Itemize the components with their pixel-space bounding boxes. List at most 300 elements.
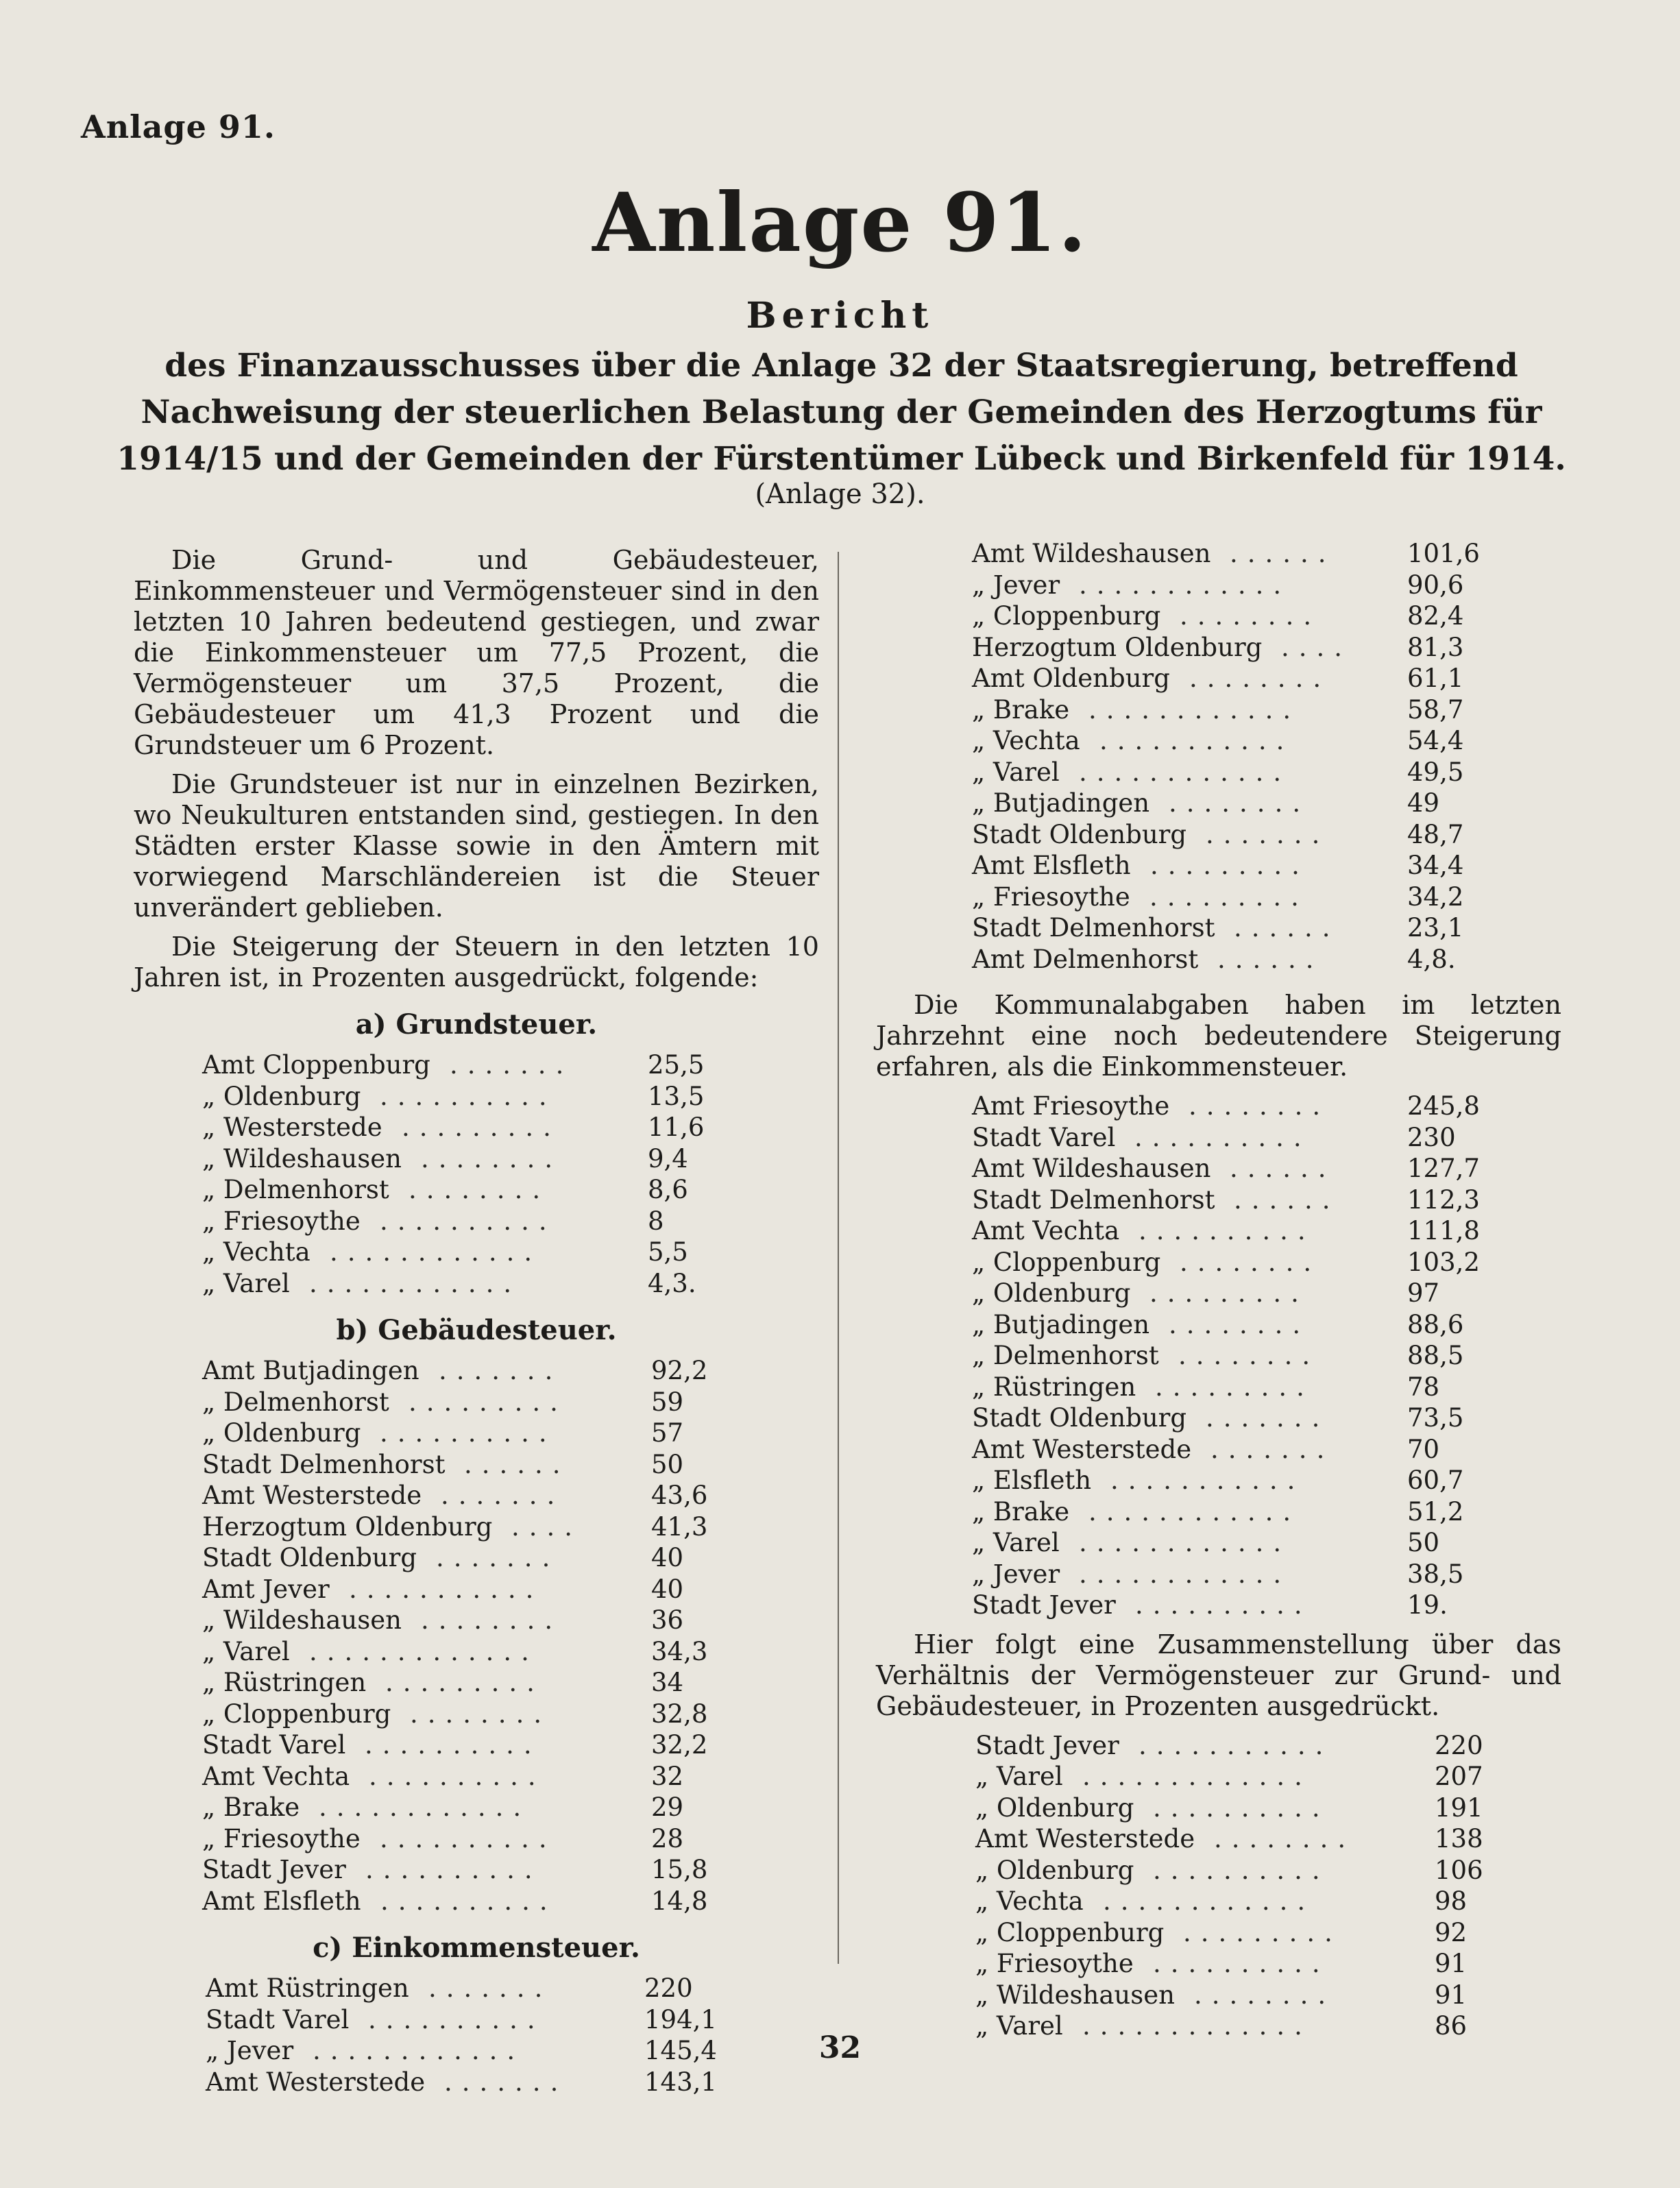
left-column [134,545,819,2098]
leader-dots: ........... [349,1574,544,1604]
entry-label: Amt Cloppenburg [202,1050,430,1080]
leader-dots: ....... [444,2067,568,2097]
entry-value: 220 [644,1973,693,2003]
leader-dots: .......... [1153,1855,1330,1885]
entry-label: „ Cloppenburg [975,1917,1165,1947]
entry-value: 98 [1435,1886,1468,1916]
entry-value: 92,2 [651,1356,708,1385]
leader-dots: .......... [1153,1949,1330,1978]
list-item [134,1355,819,1387]
list-item [876,1730,1561,1762]
entry-value: 59 [651,1387,684,1417]
entry-label: „ Varel [972,1528,1060,1557]
entry-label: „ Jever [972,570,1060,600]
entry-value: 28 [651,1823,684,1853]
leader-dots: ........ [1180,601,1322,631]
document-description: des Finanzausschusses über die Anlage 32 der Staatsregierung, betreffend Nachweisung der steuerlichen Belastung der Gemeinden des Herzogtums für 1914/15 und der Gemeinden der Fürstentümer Lübeck und Birkenfeld für 1914. [117,347,1566,478]
entry-label: „ Delmenhorst [202,1387,389,1417]
entry-value: 50 [1407,1528,1440,1557]
list-item [134,1574,819,1605]
entry-label: Stadt Varel [206,2004,350,2034]
document-reference: (Anlage 32). [755,478,925,510]
entry-value: 245,8 [1407,1091,1480,1121]
list-item [134,1973,819,2004]
leader-dots: ....... [436,1543,560,1572]
entry-value: 34,4 [1407,851,1464,880]
leader-dots: .......... [1134,1122,1311,1152]
leader-dots: ............. [309,1636,539,1666]
list-item [134,1268,819,1300]
entry-value: 103,2 [1407,1247,1480,1277]
entry-label: Amt Butjadingen [202,1356,419,1385]
entry-value: 38,5 [1407,1559,1464,1589]
list-item [876,600,1561,632]
entry-label: „ Vechta [975,1886,1084,1916]
entry-label: Amt Oldenburg [972,664,1170,693]
leader-dots: ........ [409,1175,550,1204]
list-item [876,1434,1561,1466]
list-item [134,1854,819,1886]
list-item [876,912,1561,944]
leader-dots: ........ [421,1605,563,1635]
list-item [876,1948,1561,1980]
entry-label: Stadt Varel [972,1122,1116,1152]
list-item [876,819,1561,851]
list-item [876,1792,1561,1824]
leader-dots: ............. [1082,1762,1312,1791]
list-item [876,944,1561,975]
entry-value: 60,7 [1407,1466,1464,1495]
leader-dots: ........ [1194,1980,1336,2010]
list-item [876,538,1561,570]
leader-dots: ............ [1079,1559,1291,1589]
leader-dots: ........... [1110,1466,1305,1495]
list-item [134,1636,819,1668]
page-number: 32 [818,2030,862,2065]
list-item [134,1511,819,1543]
entry-value: 82,4 [1407,601,1464,631]
list-item [876,757,1561,788]
entry-value: 90,6 [1407,570,1464,600]
entry-label: „ Brake [972,694,1070,725]
entry-value: 91 [1435,1980,1468,2010]
leader-dots: ............ [313,2036,525,2065]
leader-dots: ............ [1088,694,1301,725]
entry-label: Amt Friesoythe [972,1091,1170,1121]
entry-value: 101,6 [1407,539,1480,568]
entry-value: 58,7 [1407,694,1464,725]
list-item [134,1761,819,1792]
entry-label: Amt Delmenhorst [972,944,1199,974]
list-item [876,694,1561,726]
grundsteuer-list [134,1049,819,1299]
entry-label: Amt Jever [202,1574,330,1604]
leader-dots: ............ [319,1792,531,1822]
leader-dots: ....... [1206,819,1330,849]
entry-label: „ Jever [206,2036,294,2065]
entry-value: 48,7 [1407,819,1464,849]
entry-value: 112,3 [1407,1184,1480,1215]
list-item [876,1091,1561,1122]
entry-value: 145,4 [644,2036,717,2065]
leader-dots: .......... [365,1730,541,1760]
list-item [876,1215,1561,1247]
right-column [876,538,1561,2042]
leader-dots: ........ [1180,1247,1322,1277]
list-item [876,1823,1561,1855]
list-item [134,1081,819,1113]
entry-label: „ Oldenburg [202,1081,361,1111]
leader-dots: ...... [464,1449,570,1479]
grundsteuer-heading: a) Grundsteuer. [355,1008,598,1041]
leader-dots: .......... [369,1761,546,1791]
entry-label: „ Oldenburg [202,1418,361,1448]
list-item [876,1855,1561,1886]
list-item [876,1590,1561,1621]
leader-dots: ......... [1155,1372,1314,1402]
entry-value: 36 [651,1605,684,1635]
entry-label: Amt Elsfleth [202,1886,361,1916]
vermoegen-list [876,1730,1561,2042]
entry-label: „ Westerstede [202,1113,382,1142]
list-item [876,1278,1561,1309]
entry-label: Stadt Delmenhorst [972,913,1215,943]
entry-value: 49,5 [1407,757,1464,787]
entry-value: 111,8 [1407,1216,1480,1245]
leader-dots: ......... [1150,851,1309,880]
steigerung-paragraph: Die Steigerung der Steuern in den letzten 10 Jahren ist, in Prozenten ausgedrückt, folgende: [134,932,819,993]
entry-label: „ Delmenhorst [202,1175,389,1204]
grundsteuer-paragraph: Die Grundsteuer ist nur in einzelnen Bezirken, wo Neukulturen entstanden sind, gestiegen. In den Städten erster Klasse sowie in den Ämtern mit vorwiegend Marschländereien ist die Steuer unverändert geblieben. [134,769,819,923]
list-item [876,663,1561,694]
intro-paragraph: Die Grund- und Gebäudesteuer, Einkommensteuer und Vermögensteuer sind in den letzten 10 Jahren bedeutend gestiegen, und zwar die Einkommensteuer um 77,5 Prozent, die Vermögensteuer um 37,5 Prozent, die Gebäudesteuer um 41,3 Prozent und die Grundsteuer um 6 Prozent. [134,545,819,760]
leader-dots: ....... [439,1356,563,1385]
leader-dots: ....... [428,1973,552,2003]
leader-dots: ........ [1169,788,1311,818]
entry-value: 32 [651,1761,684,1791]
list-item [134,1605,819,1636]
list-item [876,788,1561,819]
entry-value: 54,4 [1407,726,1464,755]
entry-value: 97 [1407,1278,1440,1308]
list-item [876,1122,1561,1154]
entry-label: „ Friesoythe [202,1206,361,1236]
entry-value: 49 [1407,788,1440,818]
list-item [876,1184,1561,1216]
document-subtitle: Bericht [746,295,934,337]
list-item [876,1559,1561,1590]
list-item [876,1886,1561,1917]
list-item [876,725,1561,757]
list-item [876,632,1561,664]
entry-label: Stadt Jever [202,1855,346,1884]
gebaeudesteuer-list [134,1355,819,1917]
entry-value: 61,1 [1407,664,1464,693]
leader-dots: ......... [402,1113,561,1142]
entry-label: „ Butjadingen [972,788,1150,818]
leader-dots: ............ [1103,1886,1315,1916]
leader-dots: .... [1281,632,1352,662]
leader-dots: ............ [1079,1528,1291,1557]
leader-dots: .......... [368,2004,545,2034]
entry-value: 8 [648,1206,664,1236]
vermoegen-paragraph: Hier folgt eine Zusammenstellung über das Verhältnis der Vermögensteuer zur Grund- und Gebäudesteuer, in Prozenten ausgedrückt. [876,1629,1561,1721]
entry-label: „ Varel [975,2011,1063,2041]
entry-label: „ Oldenburg [975,1792,1134,1823]
entry-label: Amt Rüstringen [206,1973,409,2003]
leader-dots: ......... [1149,1278,1308,1308]
entry-value: 34,3 [651,1636,708,1666]
entry-value: 88,5 [1407,1341,1464,1370]
entry-value: 19. [1407,1590,1448,1620]
entry-label: „ Wildeshausen [202,1143,402,1174]
list-item [876,1465,1561,1496]
list-item [134,1699,819,1730]
list-item [876,1980,1561,2011]
list-item [134,1418,819,1449]
leader-dots: .......... [380,1206,557,1236]
leader-dots: ............ [1079,757,1291,787]
document-title: Anlage 91. [592,175,1088,270]
leader-dots: ........ [1169,1309,1311,1339]
list-item [134,1387,819,1418]
leader-dots: ............ [1079,570,1291,600]
list-item [876,1917,1561,1949]
entry-value: 127,7 [1407,1154,1480,1183]
list-item [876,1761,1561,1792]
entry-value: 57 [651,1418,684,1448]
entry-value: 143,1 [644,2067,717,2097]
list-item [134,1143,819,1175]
list-item [134,1823,819,1855]
entry-value: 73,5 [1407,1403,1464,1433]
leader-dots: ......... [385,1668,544,1697]
entry-label: „ Brake [972,1496,1070,1527]
list-item [876,1496,1561,1528]
list-item [134,1174,819,1206]
entry-value: 40 [651,1543,684,1572]
entry-label: Amt Vechta [972,1216,1120,1245]
entry-label: Stadt Jever [972,1590,1116,1620]
leader-dots: .... [511,1511,583,1542]
entry-value: 40 [651,1574,684,1604]
entry-value: 81,3 [1407,632,1464,662]
leader-dots: ......... [1183,1917,1342,1947]
leader-dots: .......... [380,1418,557,1448]
entry-value: 78 [1407,1372,1440,1402]
entry-value: 15,8 [651,1855,708,1884]
entry-value: 29 [651,1792,684,1822]
leader-dots: ........ [410,1699,552,1729]
entry-label: Stadt Oldenburg [202,1543,417,1572]
list-item [134,1480,819,1511]
leader-dots: ........ [1189,664,1331,693]
list-item [134,1449,819,1481]
entry-label: „ Wildeshausen [202,1605,402,1635]
entry-value: 230 [1407,1122,1456,1152]
running-head: Anlage 91. [81,108,276,145]
entry-label: Stadt Oldenburg [972,1403,1187,1433]
list-item [134,1792,819,1823]
list-item [876,1153,1561,1184]
leader-dots: ............ [1088,1496,1301,1527]
entry-label: „ Cloppenburg [972,601,1161,631]
entry-value: 41,3 [651,1511,708,1542]
list-item [134,1112,819,1143]
leader-dots: ...... [1230,1154,1336,1183]
list-item [134,1886,819,1917]
entry-label: „ Friesoythe [975,1949,1134,1978]
leader-dots: ............. [1082,2011,1312,2041]
entry-label: „ Rüstringen [202,1668,367,1697]
entry-label: Herzogtum Oldenburg [202,1511,493,1542]
list-item [134,1237,819,1268]
entry-label: „ Vechta [202,1237,311,1267]
leader-dots: ......... [409,1387,568,1417]
leader-dots: ....... [441,1481,565,1510]
list-item [134,1049,819,1081]
einkommensteuer-cont-list [876,538,1561,975]
gebaeudesteuer-heading: b) Gebäudesteuer. [336,1314,617,1346]
entry-value: 25,5 [648,1050,705,1080]
entry-label: „ Friesoythe [202,1823,361,1853]
entry-value: 207 [1435,1762,1483,1791]
list-item [876,1372,1561,1403]
entry-label: „ Wildeshausen [975,1980,1175,2010]
entry-label: „ Brake [202,1792,300,1822]
entry-label: „ Friesoythe [972,882,1130,912]
leader-dots: .......... [1135,1590,1312,1620]
leader-dots: ...... [1234,913,1340,943]
entry-value: 13,5 [648,1081,705,1111]
leader-dots: ...... [1230,539,1336,568]
entry-value: 92 [1435,1917,1468,1947]
leader-dots: ...... [1217,944,1324,974]
entry-label: „ Varel [202,1268,290,1298]
list-item [876,1247,1561,1278]
entry-value: 32,8 [651,1699,708,1729]
entry-label: „ Cloppenburg [972,1247,1161,1277]
entry-value: 8,6 [648,1175,688,1204]
leader-dots: ........ [1178,1341,1320,1370]
entry-value: 91 [1435,1949,1468,1978]
leader-dots: ....... [1206,1403,1330,1433]
entry-label: Amt Westerstede [206,2067,426,2097]
leader-dots: .......... [380,1886,557,1916]
entry-value: 194,1 [644,2004,717,2034]
leader-dots: ....... [450,1050,574,1080]
entry-value: 106 [1435,1855,1483,1885]
einkommensteuer-heading: c) Einkommensteuer. [313,1932,640,1964]
entry-value: 9,4 [648,1143,688,1174]
entry-value: 220 [1435,1730,1483,1760]
entry-value: 23,1 [1407,913,1464,943]
entry-label: Amt Westerstede [975,1824,1195,1853]
entry-value: 11,6 [648,1113,705,1142]
entry-value: 4,8. [1407,944,1456,974]
entry-label: „ Rüstringen [972,1372,1136,1402]
list-item [134,2067,819,2098]
entry-label: „ Butjadingen [972,1309,1150,1339]
entry-label: „ Varel [975,1762,1063,1791]
leader-dots: ........ [1214,1824,1356,1853]
entry-value: 5,5 [648,1237,688,1267]
entry-label: Stadt Delmenhorst [202,1449,446,1479]
leader-dots: .......... [365,1855,542,1884]
entry-label: Herzogtum Oldenburg [972,632,1263,662]
leader-dots: .......... [1153,1792,1330,1823]
leader-dots: ........ [421,1143,563,1174]
entry-label: Stadt Delmenhorst [972,1184,1215,1215]
entry-label: „ Delmenhorst [972,1341,1159,1370]
list-item [876,1340,1561,1372]
entry-value: 51,2 [1407,1496,1464,1527]
entry-label: „ Oldenburg [975,1855,1134,1885]
list-item [876,1527,1561,1559]
entry-value: 50 [651,1449,684,1479]
kommunal-paragraph: Die Kommunalabgaben haben im letzten Jahrzehnt eine noch bedeutendere Steigerung erfahren, als die Einkommensteuer. [876,990,1561,1082]
list-item [876,850,1561,882]
list-item [134,1206,819,1237]
entry-label: Amt Westerstede [972,1434,1192,1464]
leader-dots: .......... [1139,1216,1315,1245]
leader-dots: ...... [1234,1184,1340,1215]
entry-label: Stadt Jever [975,1730,1119,1760]
entry-label: „ Elsfleth [972,1466,1092,1495]
leader-dots: .......... [380,1081,557,1111]
entry-label: „ Varel [202,1636,290,1666]
entry-label: Stadt Oldenburg [972,819,1187,849]
entry-value: 43,6 [651,1481,708,1510]
entry-value: 191 [1435,1792,1483,1823]
entry-value: 14,8 [651,1886,708,1916]
entry-value: 4,3. [648,1268,696,1298]
leader-dots: ............ [330,1237,542,1267]
entry-label: Amt Elsfleth [972,851,1131,880]
entry-label: „ Varel [972,757,1060,787]
entry-value: 34 [651,1668,684,1697]
entry-value: 70 [1407,1434,1440,1464]
leader-dots: ........... [1099,726,1294,755]
entry-value: 86 [1435,2011,1468,2041]
entry-label: Stadt Varel [202,1730,346,1760]
list-item [876,570,1561,601]
entry-label: „ Vechta [972,726,1080,755]
list-item [134,1542,819,1574]
entry-label: Amt Vechta [202,1761,350,1791]
entry-label: Amt Wildeshausen [972,539,1211,568]
leader-dots: ........... [1139,1730,1333,1760]
entry-value: 138 [1435,1824,1483,1853]
leader-dots: ......... [1149,882,1308,912]
column-divider [838,552,839,1964]
entry-value: 88,6 [1407,1309,1464,1339]
leader-dots: ....... [1210,1434,1335,1464]
entry-label: „ Jever [972,1559,1060,1589]
leader-dots: ........ [1189,1091,1330,1121]
list-item [134,1667,819,1699]
kommunal-list [876,1091,1561,1621]
entry-value: 32,2 [651,1730,708,1760]
entry-value: 34,2 [1407,882,1464,912]
list-item [876,1309,1561,1341]
list-item [134,1729,819,1761]
entry-label: Amt Wildeshausen [972,1154,1211,1183]
list-item [876,882,1561,913]
entry-label: Amt Westerstede [202,1481,422,1510]
entry-label: „ Cloppenburg [202,1699,391,1729]
leader-dots: .......... [380,1823,557,1853]
